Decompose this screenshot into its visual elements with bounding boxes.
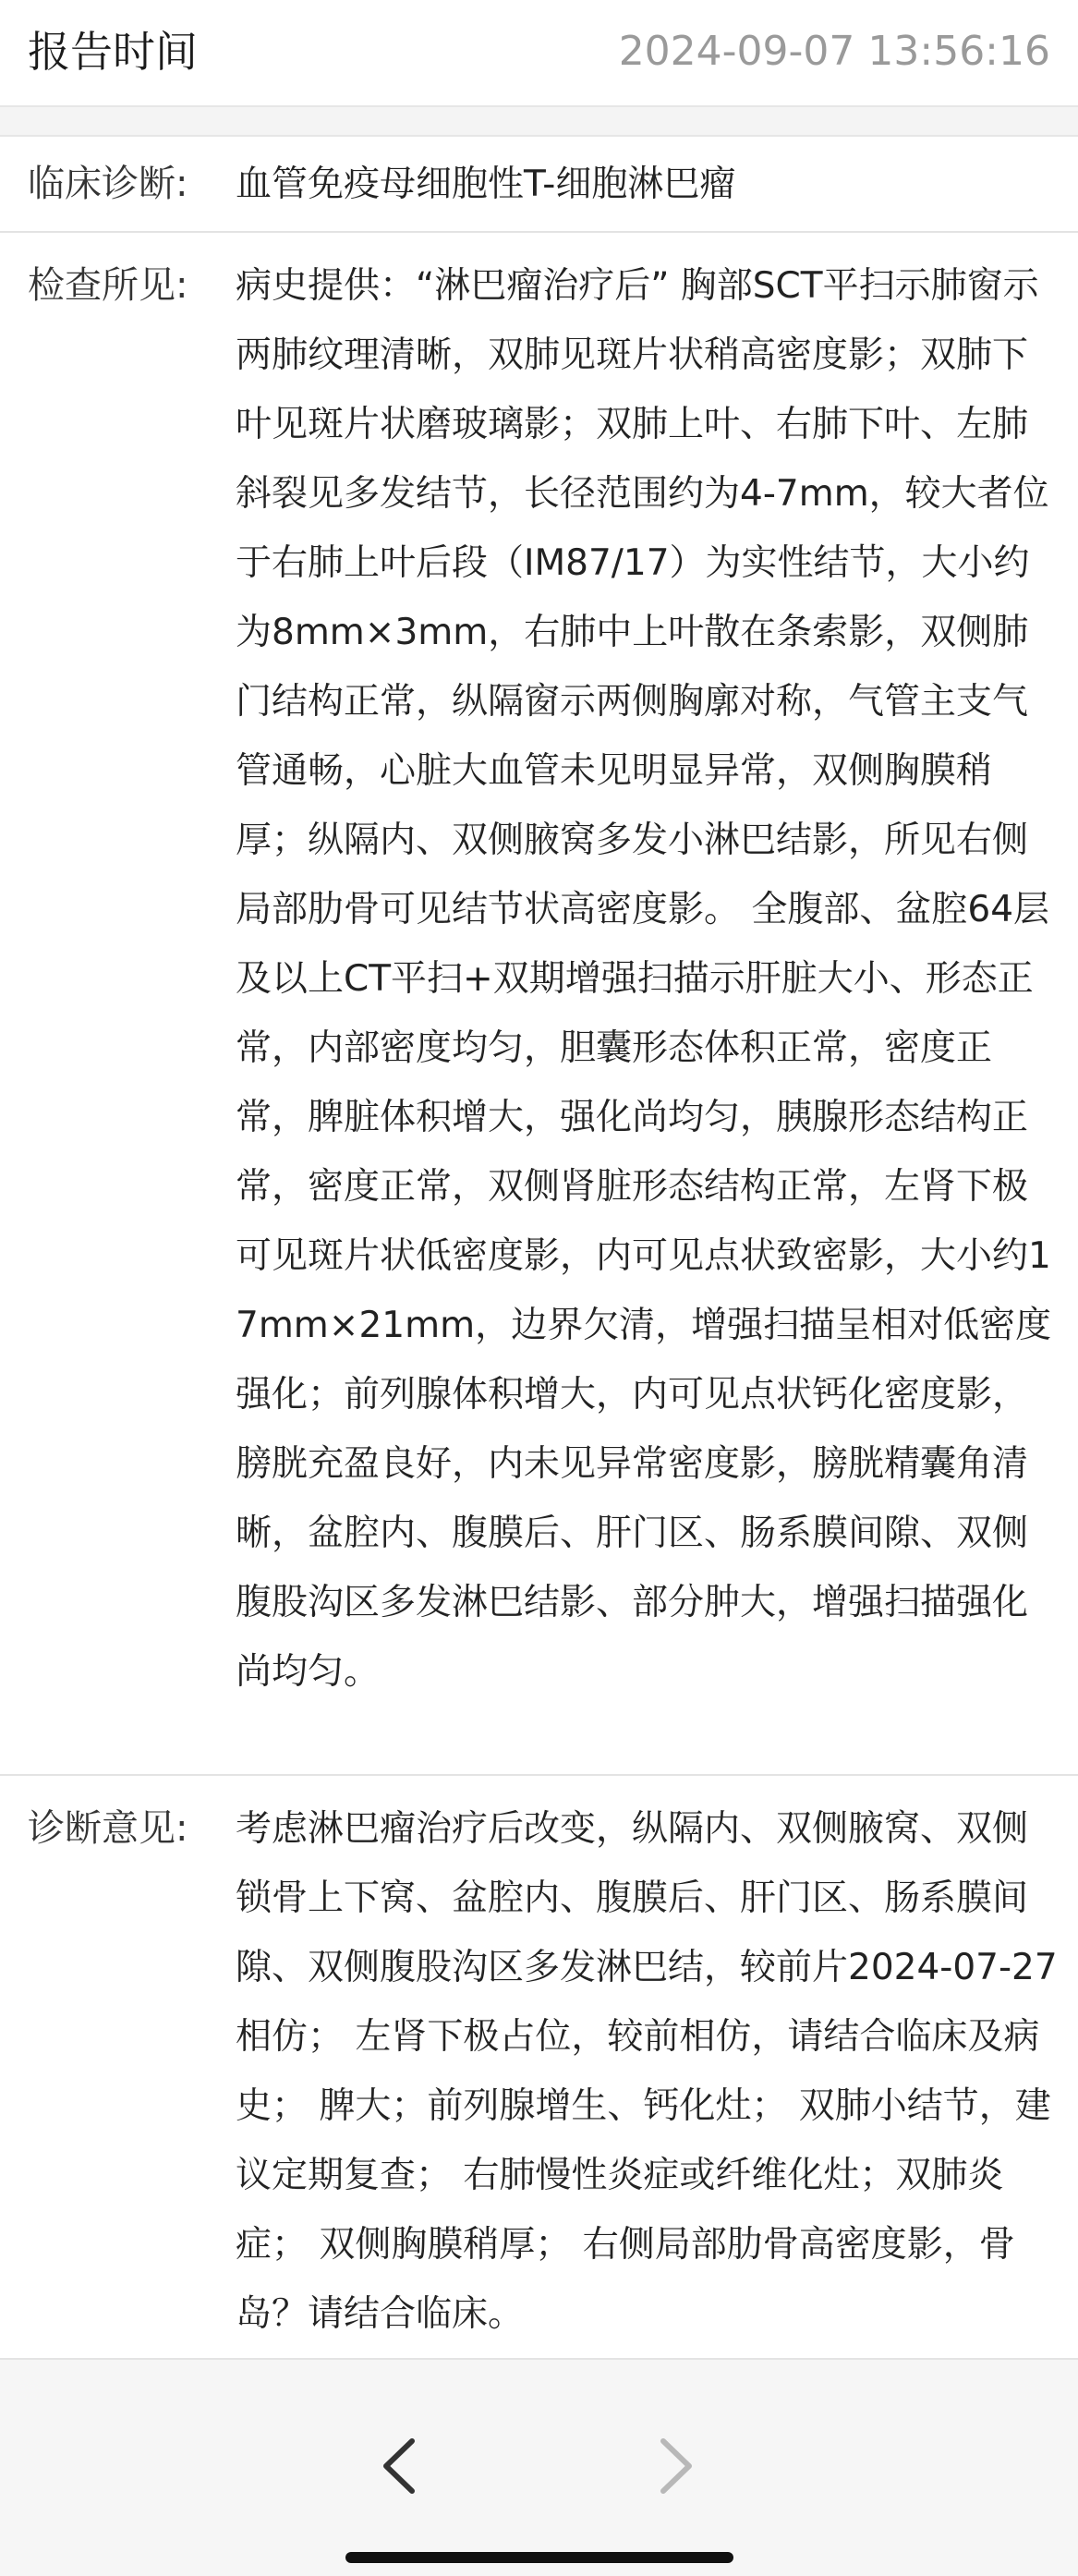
- clinical-diagnosis-section: [0, 137, 1078, 233]
- findings-section: [0, 233, 1078, 1776]
- report-time-value: 2024-09-07 13:56:16: [618, 28, 1050, 75]
- diagnostic-opinion-section: [0, 1776, 1078, 2360]
- clinical-diagnosis-label: 临床诊断:: [28, 163, 188, 205]
- clinical-diagnosis-value: 血管免疫母细胞性T-细胞淋巴瘤: [236, 164, 736, 205]
- findings-label: 检查所见:: [28, 264, 188, 307]
- report-time-label: 报告时间: [28, 27, 198, 77]
- chevron-left-icon[interactable]: [369, 2424, 429, 2508]
- bottom-navigation-bar: [0, 2360, 1078, 2576]
- chevron-right-icon[interactable]: [647, 2424, 706, 2508]
- section-divider: [0, 107, 1078, 137]
- report-header: [0, 0, 1078, 107]
- diagnostic-opinion-label: 诊断意见:: [28, 1807, 188, 1850]
- home-indicator[interactable]: [345, 2552, 733, 2563]
- diagnostic-opinion-text: 考虑淋巴瘤治疗后改变，纵隔内、双侧腋窝、双侧锁骨上下窝、盆腔内、腹膜后、肝门区、肠系膜间隙、双侧腹股沟区多发淋巴结，较前片2024-07-27相仿； 左肾下极占位，较前相仿，请结合临床及病史； 脾大；前列腺增生、钙化灶； 双肺小结节，建议定期复查； 右肺慢性炎症或纤维化灶；双肺炎症； 双侧胸膜稍厚； 右侧局部肋骨高密度影，骨岛？请结合临床。: [236, 1808, 1058, 2335]
- findings-text: 病史提供：“淋巴瘤治疗后” 胸部SCT平扫示肺窗示两肺纹理清晰，双肺见斑片状稍高密度影；双肺下叶见斑片状磨玻璃影；双肺上叶、右肺下叶、左肺斜裂见多发结节，长径范围约为4-7mm，较大者位于右肺上叶后段（IM87/17）为实性结节，大小约为8mm×3mm，右肺中上叶散在条索影，双侧肺门结构正常，纵隔窗示两侧胸廓对称，气管主支气管通畅，心脏大血管未见明显异常，双侧胸膜稍厚；纵隔内、双侧腋窝多发小淋巴结影，所见右侧局部肋骨可见结节状高密度影。 全腹部、盆腔64层及以上CT平扫+双期增强扫描示肝脏大小、形态正常，内部密度均匀，胆囊形态体积正常，密度正常，脾脏体积增大，强化尚均匀，胰腺形态结构正常，密度正常，双侧肾脏形态结构正常，左肾下极可见斑片状低密度影，内可见点状致密影，大小约17mm×21mm，边界欠清，增强扫描呈相对低密度强化；前列腺体积增大，内可见点状钙化密度影，膀胱充盈良好，内未见异常密度影，膀胱精囊角清晰，盆腔内、腹膜后、肝门区、肠系膜间隙、双侧腹股沟区多发淋巴结影、部分肿大，增强扫描强化尚均匀。: [236, 265, 1052, 1693]
